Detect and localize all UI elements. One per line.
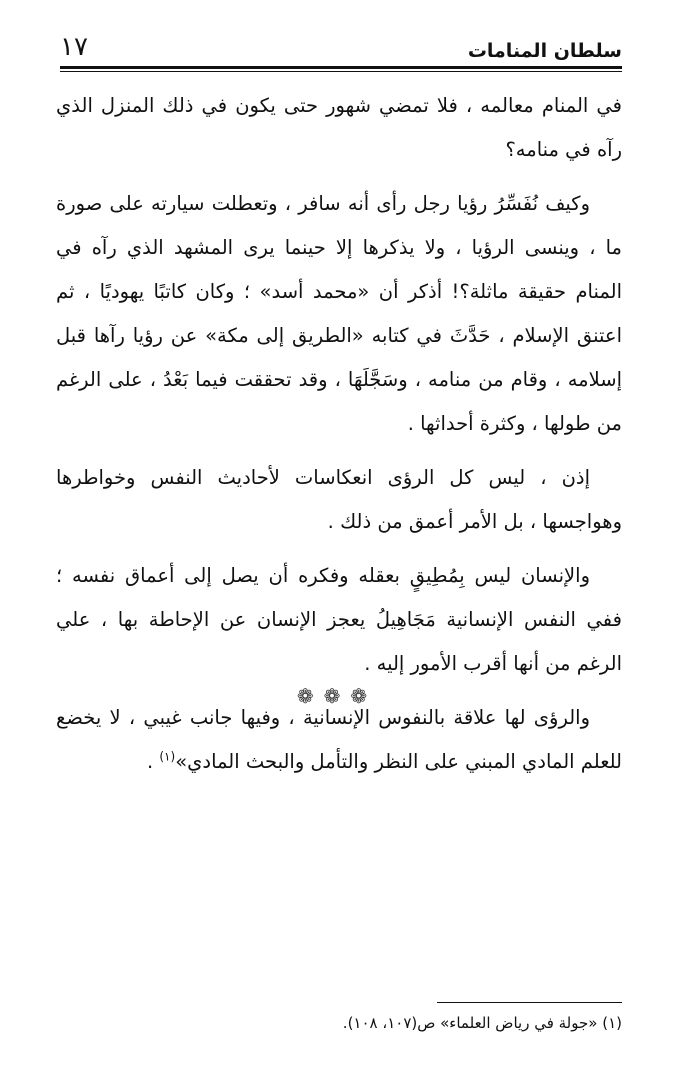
section-ornament: ❁❁❁ — [296, 684, 378, 708]
page-header — [60, 30, 622, 66]
paragraph-3: إذن ، ليس كل الرؤى انعكاسات لأحاديث النفس وخواطرها وهواجسها ، بل الأمر أعمق من ذلك . — [56, 466, 622, 533]
paragraph-4: والإنسان ليس بِمُطِيقٍ بعقله وفكره أن يصل إلى أعماق نفسه ؛ ففي النفس الإنسانية مَجَاهِيلُ يعجز الإنسان عن الإحاطة بها ، علي الرغم من أنها أقرب الأمور إليه . — [56, 564, 622, 675]
paragraph-2: وكيف نُفَسِّرُ رؤيا رجل رأى أنه سافر ، وتعطلت سيارته على صورة ما ، وينسى الرؤيا ، ولا يذكرها إلا حينما يرى المشهد الذي رآه في المنام حقيقة ماثلة؟! أذكر أن «محمد أسد» ؛ وكان كاتبًا يهوديًا ، ثم اعتنق الإسلام ، حَدَّثَ في كتابه «الطريق إلى مكة» عن رؤيا رآها قبل إسلامه ، وقام من منامه ، وسَجَّلَهَا ، وقد تحققت فيما بَعْدُ ، على الرغم من طولها ، وكثرة أحداثها . — [56, 192, 622, 435]
running-title: سلطان المنامات — [467, 40, 622, 62]
page-number: ١٧ — [60, 32, 88, 62]
paragraph-5-end: . — [146, 750, 160, 773]
paragraph-5 — [56, 696, 622, 784]
footnote-rule — [437, 1002, 622, 1003]
paragraph-5-text: والرؤى لها علاقة بالنفوس الإنسانية ، وفيها جانب غيبي ، لا يخضع للعلم المادي المبني على النظر والتأمل والبحث المادي» — [56, 706, 622, 773]
paragraph-1: في المنام معالمه ، فلا تمضي شهور حتى يكون في ذلك المنزل الذي رآه في منامه؟ — [56, 94, 622, 161]
header-rule-thick — [60, 66, 622, 69]
header-rule-thin — [60, 71, 622, 72]
footnote-reference: (١) — [159, 749, 176, 764]
footnote: (١) «جولة في رياض العلماء» ص(١٠٧، ١٠٨). — [342, 1014, 622, 1032]
